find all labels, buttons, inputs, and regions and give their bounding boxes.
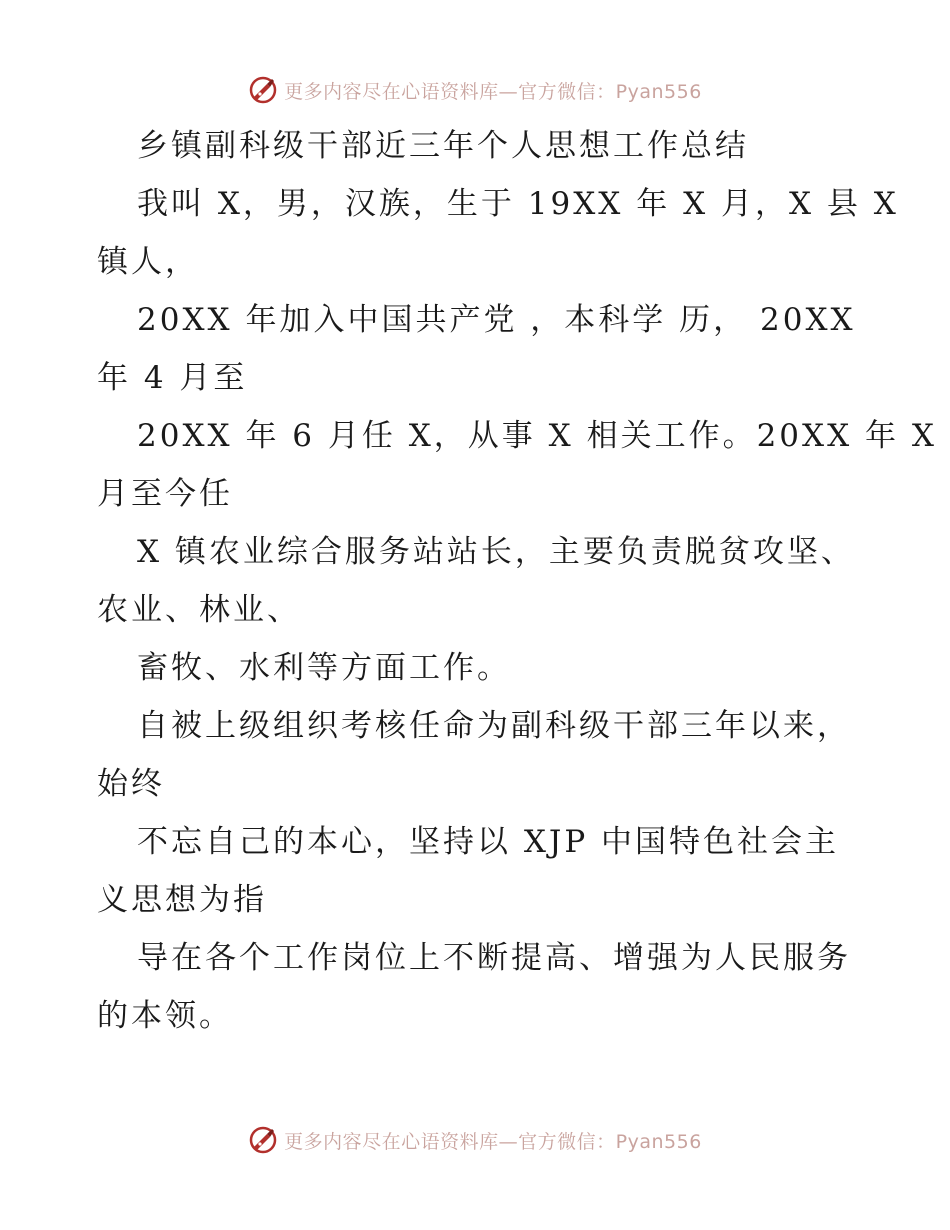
wechat-account: Pyan556 (615, 1130, 702, 1153)
paragraph-line: X 镇农业综合服务站站长，主要负责脱贫攻坚、 (137, 534, 855, 570)
footer-watermark (0, 1120, 950, 1160)
header-watermark (0, 70, 950, 110)
watermark-text: 更多内容尽在心语资料库—官方微信：Pyan556 (284, 80, 702, 103)
paragraph-line: 月至今任 (97, 476, 233, 512)
paragraph-line: 导在各个工作岗位上不断提高、增强为人民服务 (137, 940, 851, 976)
paragraph-line: 年 4 月至 (97, 360, 248, 396)
paragraph-line: 始终 (97, 766, 165, 802)
pen-nib-seal-icon (248, 1125, 278, 1155)
document-title: 乡镇副科级干部近三年个人思想工作总结 (137, 128, 749, 164)
paragraph-line: 镇人， (97, 244, 199, 280)
paragraph-line: 不忘自己的本心，坚持以 XJP 中国特色社会主 (137, 824, 840, 860)
wechat-account: Pyan556 (615, 80, 702, 103)
paragraph-line: 畜牧、水利等方面工作。 (137, 650, 511, 686)
watermark-text: 更多内容尽在心语资料库—官方微信：Pyan556 (284, 1130, 702, 1153)
document-body (97, 117, 937, 1045)
paragraph-line: 20XX 年 6 月任 X，从事 X 相关工作。20XX 年 X (137, 418, 937, 454)
paragraph-line: 20XX 年加入中国共产党 ，本科学 历， 20XX (137, 302, 856, 338)
pen-nib-seal-icon (248, 75, 278, 105)
paragraph-line: 的本领。 (97, 998, 233, 1034)
paragraph-line: 农业、林业、 (97, 592, 301, 628)
paragraph-line: 义思想为指 (97, 882, 267, 918)
paragraph-line: 自被上级组织考核任命为副科级干部三年以来， (137, 708, 851, 744)
paragraph-line: 我叫 X，男，汉族，生于 19XX 年 X 月，X 县 X (137, 186, 899, 222)
